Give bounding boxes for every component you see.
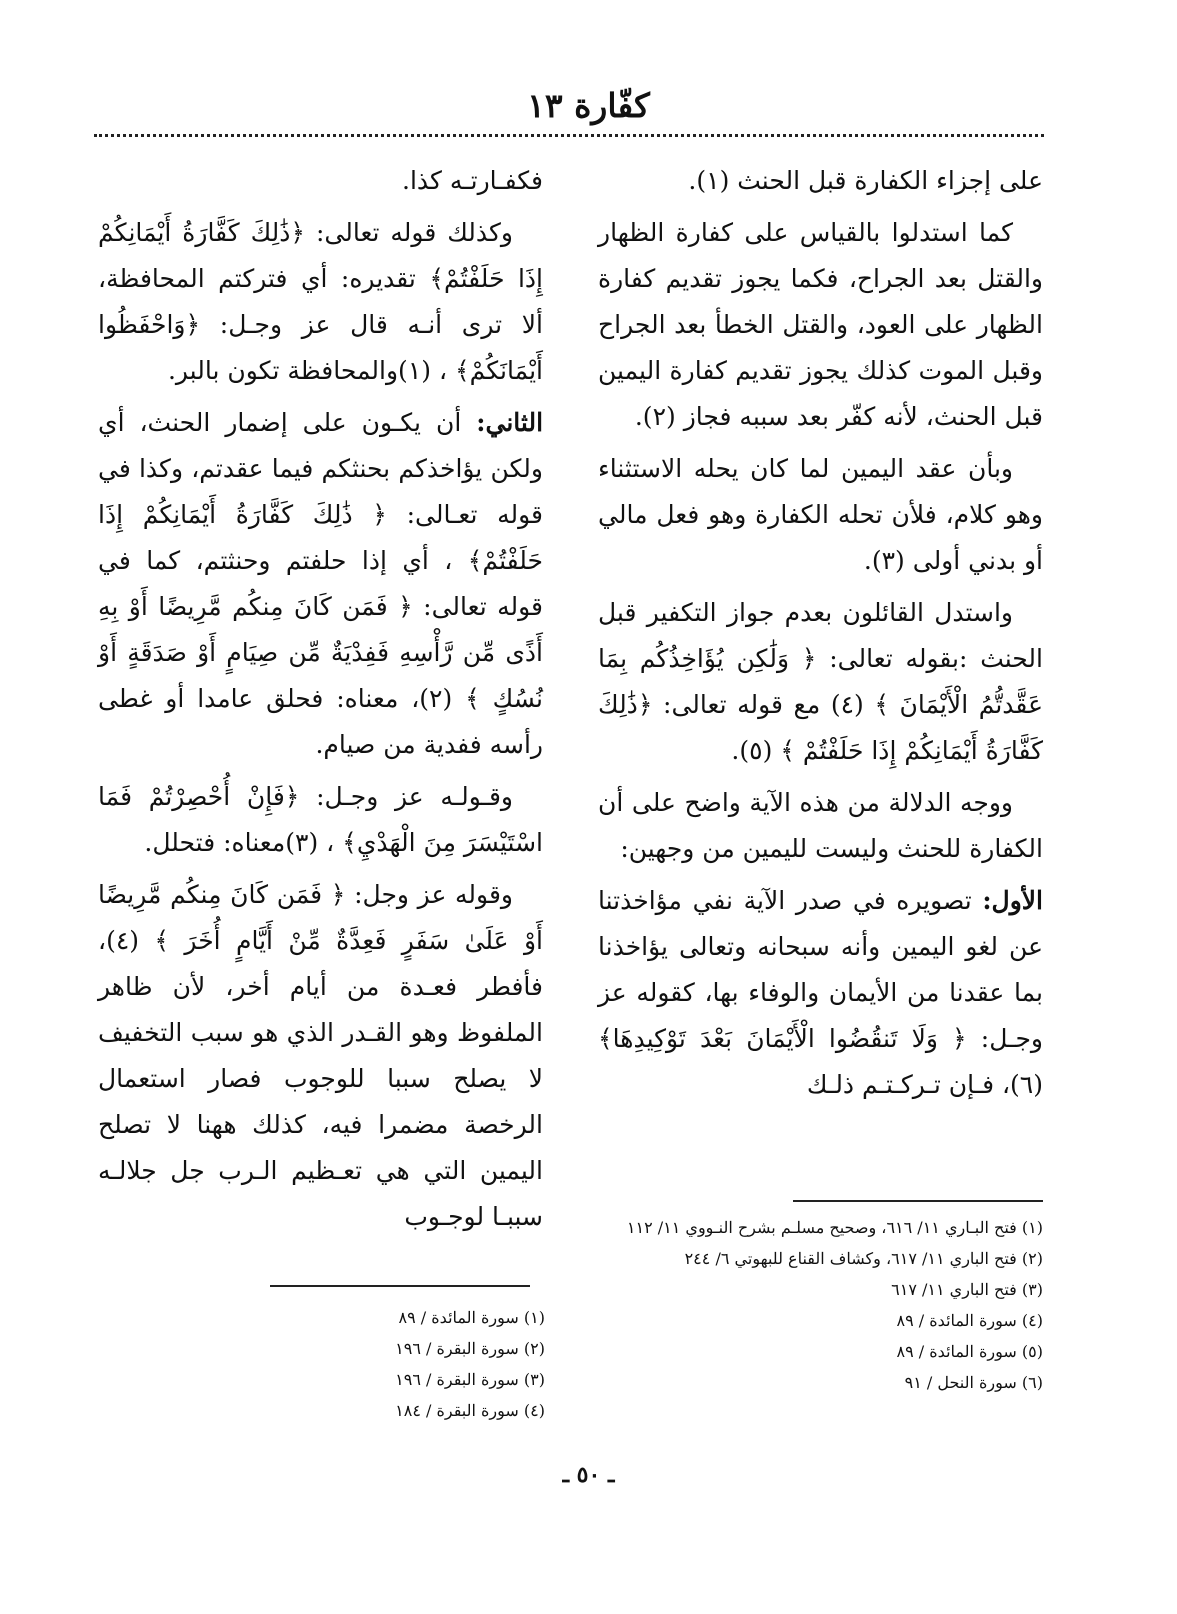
paragraph: واستدل القائلون بعدم جواز التكفير قبل الحنث :بقوله تعالى: ﴿ وَلَٰكِن يُؤَاخِذُكُم بِمَا عَقَّدتُّمُ الْأَيْمَانَ ﴾ (٤) مع قوله تعالى: ﴿ذَٰلِكَ كَفَّارَةُ أَيْمَانِكُمْ إِذَا حَلَفْتُمْ ﴾ (٥). (598, 598, 1043, 765)
point-lead-label: الثاني: (476, 408, 544, 437)
paragraph: فكفـارتـه كذا. (402, 166, 543, 195)
point-text: تصويره في صدر الآية نفي مؤاخذتنا عن لغو اليمين وأنه سبحانه وتعالى يؤاخذنا بما عقدنا من الأيمان والوفاء بها، كقوله عز وجـل: ﴿ وَلَا تَنقُضُوا الْأَيْمَانَ بَعْدَ تَوْكِيدِهَا﴾ (٦)، فـإن تـركـتـم ذلـك (598, 886, 1043, 1099)
point-text: أن يكـون على إضمار الحنث، أي ولكن يؤاخذكم بحنثكم فيما عقدتم، وكذا في قوله تعـالى: ﴿ ذَٰلِكَ كَفَّارَةُ أَيْمَانِكُمْ إِذَا حَلَفْتُمْ﴾ ، أي إذا حلفتم وحنثتم، كما في قوله تعالى: ﴿ فَمَن كَانَ مِنكُم مَّرِيضًا أَوْ بِهِ أَذًى مِّن رَّأْسِهِ فَفِدْيَةٌ مِّن صِيَامٍ أَوْ صَدَقَةٍ أَوْ نُسُكٍ ﴾ (٢)، معناه: فحلق عامدا أو غطى رأسه ففدية من صيام. (98, 408, 543, 759)
paragraph: على إجزاء الكفارة قبل الحنث (١). (688, 166, 1043, 195)
header-dotted-rule (94, 134, 1044, 137)
footnote-separator-left (270, 1285, 530, 1287)
paragraph: وبأن عقد اليمين لما كان يحله الاستثناء وهو كلام، فلأن تحله الكفارة وهو فعل مالي أو بدني أولى (٣). (598, 454, 1043, 575)
paragraph: كما استدلوا بالقياس على كفارة الظهار والقتل بعد الجراح، فكما يجوز تقديم كفارة الظهار على العود، والقتل الخطأ بعد الجراح وقبل الموت كذلك يجوز تقديم كفارة اليمين قبل الحنث، لأنه كفّر بعد سببه فجاز (٢). (598, 218, 1043, 431)
footnote-item: (٣) فتح الباري ١١/ ٦١٧ (891, 1280, 1043, 1299)
paragraph: وكذلك قوله تعالى: ﴿ذَٰلِكَ كَفَّارَةُ أَيْمَانِكُمْ إِذَا حَلَفْتُمْ﴾ تقديره: أي فتركتم المحافظة، ألا ترى أنـه قال عز وجـل: ﴿وَاحْفَظُوا أَيْمَانَكُمْ﴾ ، (١)والمحافظة تكون بالبر. (98, 218, 543, 385)
paragraph-first-point (598, 878, 1043, 1108)
point-lead-label: الأول: (982, 886, 1043, 915)
footnote-item: (٥) سورة المائدة / ٨٩ (896, 1342, 1043, 1361)
paragraph: ووجه الدلالة من هذه الآية واضح على أن الكفارة للحنث وليست لليمين من وجهين: (598, 788, 1043, 863)
footnote-item: (١) فتح البـاري ١١/ ٦١٦، وصحيح مسلـم بشرح النـووي ١١/ ١١٢ (626, 1218, 1043, 1237)
right-column (598, 158, 1043, 1114)
footnotes-left (300, 1302, 545, 1426)
footnote-item: (٤) سورة البقرة / ١٨٤ (395, 1401, 545, 1420)
footnote-item: (٣) سورة البقرة / ١٩٦ (395, 1370, 545, 1389)
paragraph-second-point (98, 400, 543, 768)
page-number: ـ ٥٠ ـ (562, 1462, 615, 1488)
running-header-title: كفّارة ١٣ (527, 86, 650, 125)
footnote-item: (٢) سورة البقرة / ١٩٦ (395, 1339, 545, 1358)
footnote-item: (٦) سورة النحل / ٩١ (904, 1373, 1043, 1392)
footnote-separator-right (793, 1200, 1043, 1202)
footnote-item: (١) سورة المائدة / ٨٩ (398, 1308, 545, 1327)
footnotes-right (598, 1212, 1043, 1398)
paragraph: وقوله عز وجل: ﴿ فَمَن كَانَ مِنكُم مَّرِيضًا أَوْ عَلَىٰ سَفَرٍ فَعِدَّةٌ مِّنْ أَيَّامٍ أُخَرَ ﴾ (٤)، فأفطر فعـدة من أيام أخر، لأن ظاهر الملفوظ وهو القـدر الذي هو سبب التخفيف لا يصلح سببا للوجوب فصار استعمال الرخصة مضمرا فيه، كذلك ههنا لا تصلح اليمين التي هي تعـظيم الـرب جل جلالـه سببـا لوجـوب (98, 880, 543, 1231)
footnote-item: (٢) فتح الباري ١١/ ٦١٧، وكشاف القناع للبهوتي ٦/ ٢٤٤ (684, 1249, 1043, 1268)
paragraph: وقـولـه عز وجـل: ﴿فَإِنْ أُحْصِرْتُمْ فَمَا اسْتَيْسَرَ مِنَ الْهَدْيِ﴾ ، (٣)معناه: فتحلل. (98, 782, 543, 857)
left-column (98, 158, 543, 1246)
footnote-item: (٤) سورة المائدة / ٨٩ (896, 1311, 1043, 1330)
